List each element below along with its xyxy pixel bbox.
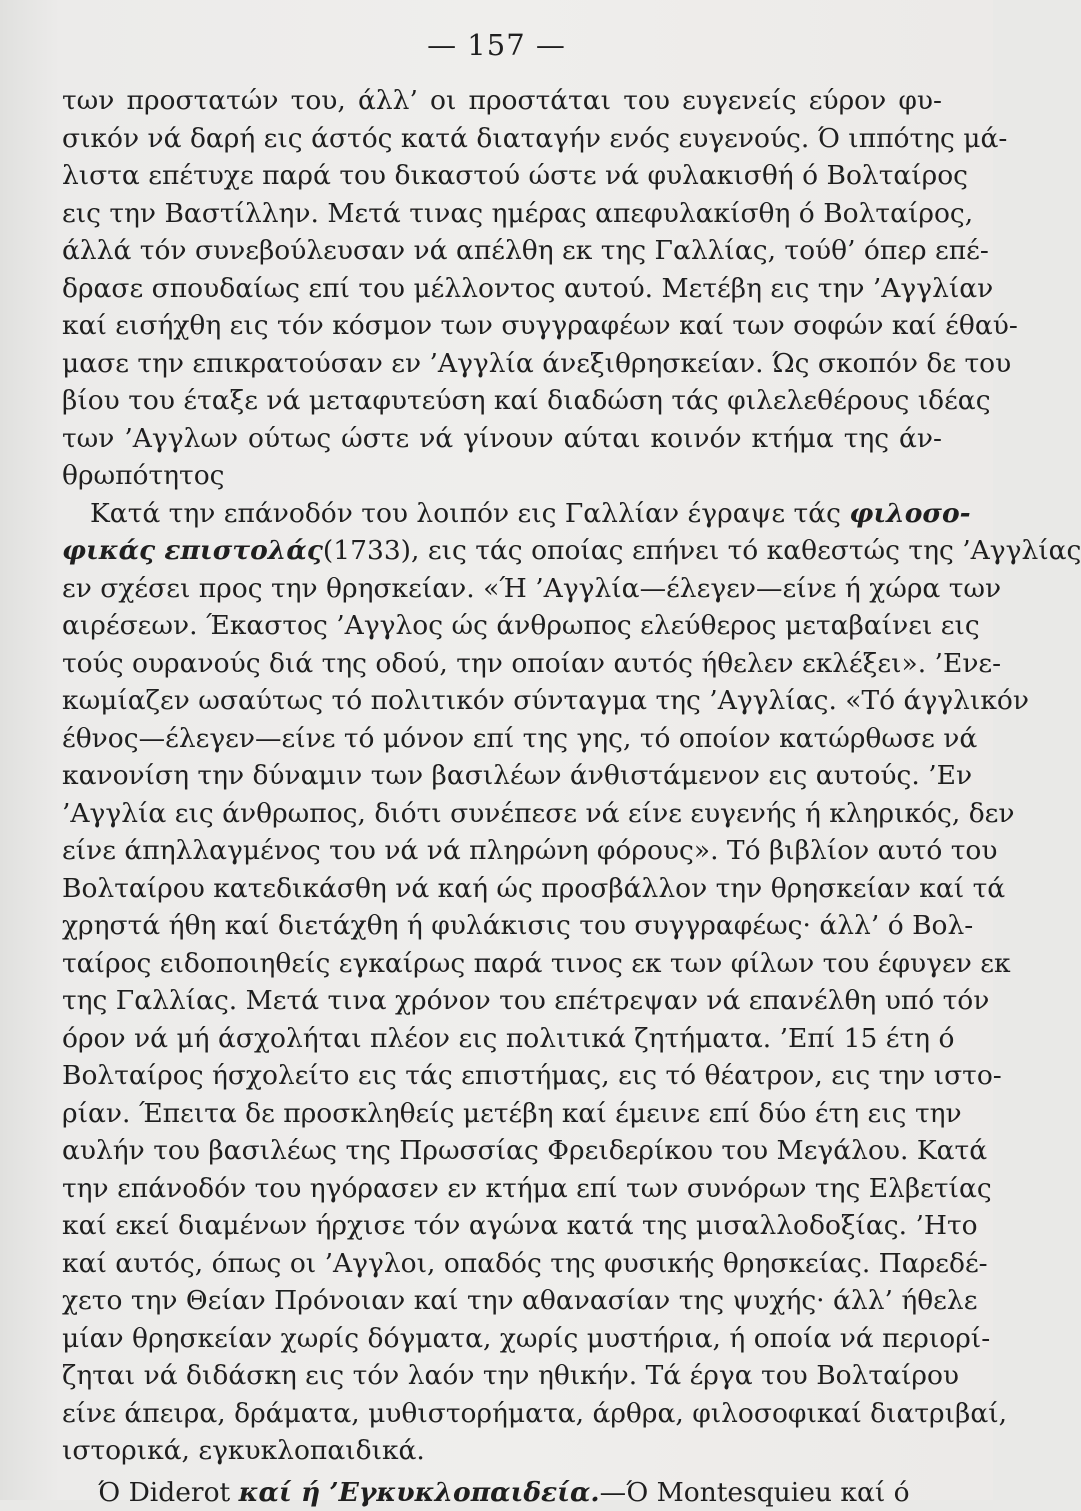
text-line: αυλήν του βασιλέως της Πρωσσίας Φρειδερίκου του Μεγάλου. Κατά [62,1132,942,1170]
text-line: Βολταίρου κατεδικάσθη νά καή ώς προσβάλλον την θρησκείαν καί τά [62,870,942,908]
text-line: τούς ουρανούς διά της οδού, την οποίαν αυτός ήθελεν εκλέξει». ’Ενε- [62,645,942,683]
text-line: ιστορικά, εγκυκλοπαιδικά. [62,1432,942,1470]
text-line: κανονίση την δύναμιν των βασιλέων άνθιστάμενον εις αυτούς. ’Εν [62,757,942,795]
text-line: καί αυτός, όπως οι ’Αγγλοι, οπαδός της φυσικής θρησκείας. Παρεδέ- [62,1245,942,1283]
text-run: (1733), εις τάς οποίας επήνει τό καθεστώς της ’Αγγλίας [323,535,1081,566]
text-line: ταίρος ειδοποιηθείς εγκαίρως παρά τινος εκ των φίλων του έφυγεν εκ [62,945,942,983]
text-line: χετο την Θείαν Πρόνοιαν καί την αθανασίαν της ψυχής· άλλ’ ήθελε [62,1282,942,1320]
text-line: Βολταίρος ήσχολείτο εις τάς επιστήμας, εις τό θέατρον, εις την ιστο- [62,1057,942,1095]
text-line: θρωπότητος [62,457,942,495]
text-line: καί εισήχθη εις τόν κόσμον των συγγραφέων καί των σοφών καί έθαύ- [62,307,942,345]
book-title-emphasis: φιλοσο- [849,498,970,529]
paragraph-2-first-line [62,495,942,533]
text-line: την επάνοδόν του ηγόρασεν εν κτήμα επί των συνόρων της Ελβετίας [62,1170,942,1208]
text-line: άλλά τόν συνεβούλευσαν νά απέλθη εκ της Γαλλίας, τούθ’ όπερ επέ- [62,232,942,270]
text-line: ρίαν. Έπειτα δε προσκληθείς μετέβη καί έμεινε επί δύο έτη εις την [62,1095,942,1133]
paragraph-2-second-line [62,532,942,570]
text-run: Κατά την επάνοδόν του λοιπόν εις Γαλλίαν έγραψε τάς [90,498,849,529]
text-line: μασε την επικρατούσαν εν ’Αγγλία άνεξιθρησκείαν. Ώς σκοπόν δε του [62,345,942,383]
text-line: χρηστά ήθη καί διετάχθη ή φυλάκισις του συγγραφέως· άλλ’ ό Βολ- [62,907,942,945]
text-line: έθνος—έλεγεν—είνε τό μόνον επί της γης, τό οποίον κατώρθωσε νά [62,720,942,758]
text-line: λιστα επέτυχε παρά του δικαστού ώστε νά φυλακισθή ό Βολταίρος [62,157,942,195]
text-line: δρασε σπουδαίως επί του μέλλοντος αυτού. Μετέβη εις την ’Αγγλίαν [62,270,942,308]
text-line: αιρέσεων. Έκαστος ’Αγγλος ώς άνθρωπος ελεύθερος μεταβαίνει εις [62,607,942,645]
text-line: ζηται νά διδάσκη εις τόν λαόν την ηθικήν. Τά έργα του Βολταίρου [62,1357,942,1395]
text-line: εις την Βαστίλλην. Μετά τινας ημέρας απεφυλακίσθη ό Βολταίρος, [62,195,942,233]
book-title-emphasis: φικάς επιστολάς [62,535,323,566]
text-line: των ’Αγγλων ούτως ώστε νά γίνουν αύται κοινόν κτήμα της άν- [62,420,942,458]
text-line: βίου του έταξε νά μεταφυτεύση καί διαδώση τάς φιλελεθέρους ιδέας [62,382,942,420]
text-line: σικόν νά δαρή εις άστός κατά διαταγήν ενός ευγενούς. Ό ιππότης μά- [62,120,942,158]
section-heading-emphasis: καί ή ’Εγκυκλοπαιδεία. [239,1477,600,1508]
section-heading-line [62,1474,942,1511]
text-line: όρον νά μή άσχολήται πλέον εις πολιτικά ζητήματα. ’Επί 15 έτη ό [62,1020,942,1058]
text-line: της Γαλλίας. Μετά τινα χρόνον του επέτρεψαν νά επανέλθη υπό τόν [62,982,942,1020]
text-line: είνε άπηλλαγμένος του νά νά πληρώνη φόρους». Τό βιβλίον αυτό του [62,832,942,870]
text-line: εν σχέσει προς την θρησκείαν. «Ή ’Αγγλία—έλεγεν—είνε ή χώρα των [62,570,942,608]
text-line: είνε άπειρα, δράματα, μυθιστορήματα, άρθρα, φιλοσοφικαί διατριβαί, [62,1395,942,1433]
text-line: κωμίαζεν ωσαύτως τό πολιτικόν σύνταγμα της ’Αγγλίας. «Τό άγγλικόν [62,682,942,720]
body-text [62,82,942,1511]
text-line: μίαν θρησκείαν χωρίς δόγματα, χωρίς μυστήρια, ή οποία νά περιορί- [62,1320,942,1358]
text-run: Ό Diderot [98,1477,239,1508]
text-line: ’Αγγλία εις άνθρωπος, διότι συνέπεσε νά είνε ευγενής ή κληρικός, δεν [62,795,942,833]
text-line: καί εκεί διαμένων ήρχισε τόν αγώνα κατά της μισαλλοδοξίας. ’Ητο [62,1207,942,1245]
page-number: — 157 — [0,28,993,62]
text-line: των προστατών του, άλλ’ οι προστάται του ευγενείς εύρον φυ- [62,82,942,120]
text-run: —Ό Montesquieu καί ό [600,1477,910,1508]
